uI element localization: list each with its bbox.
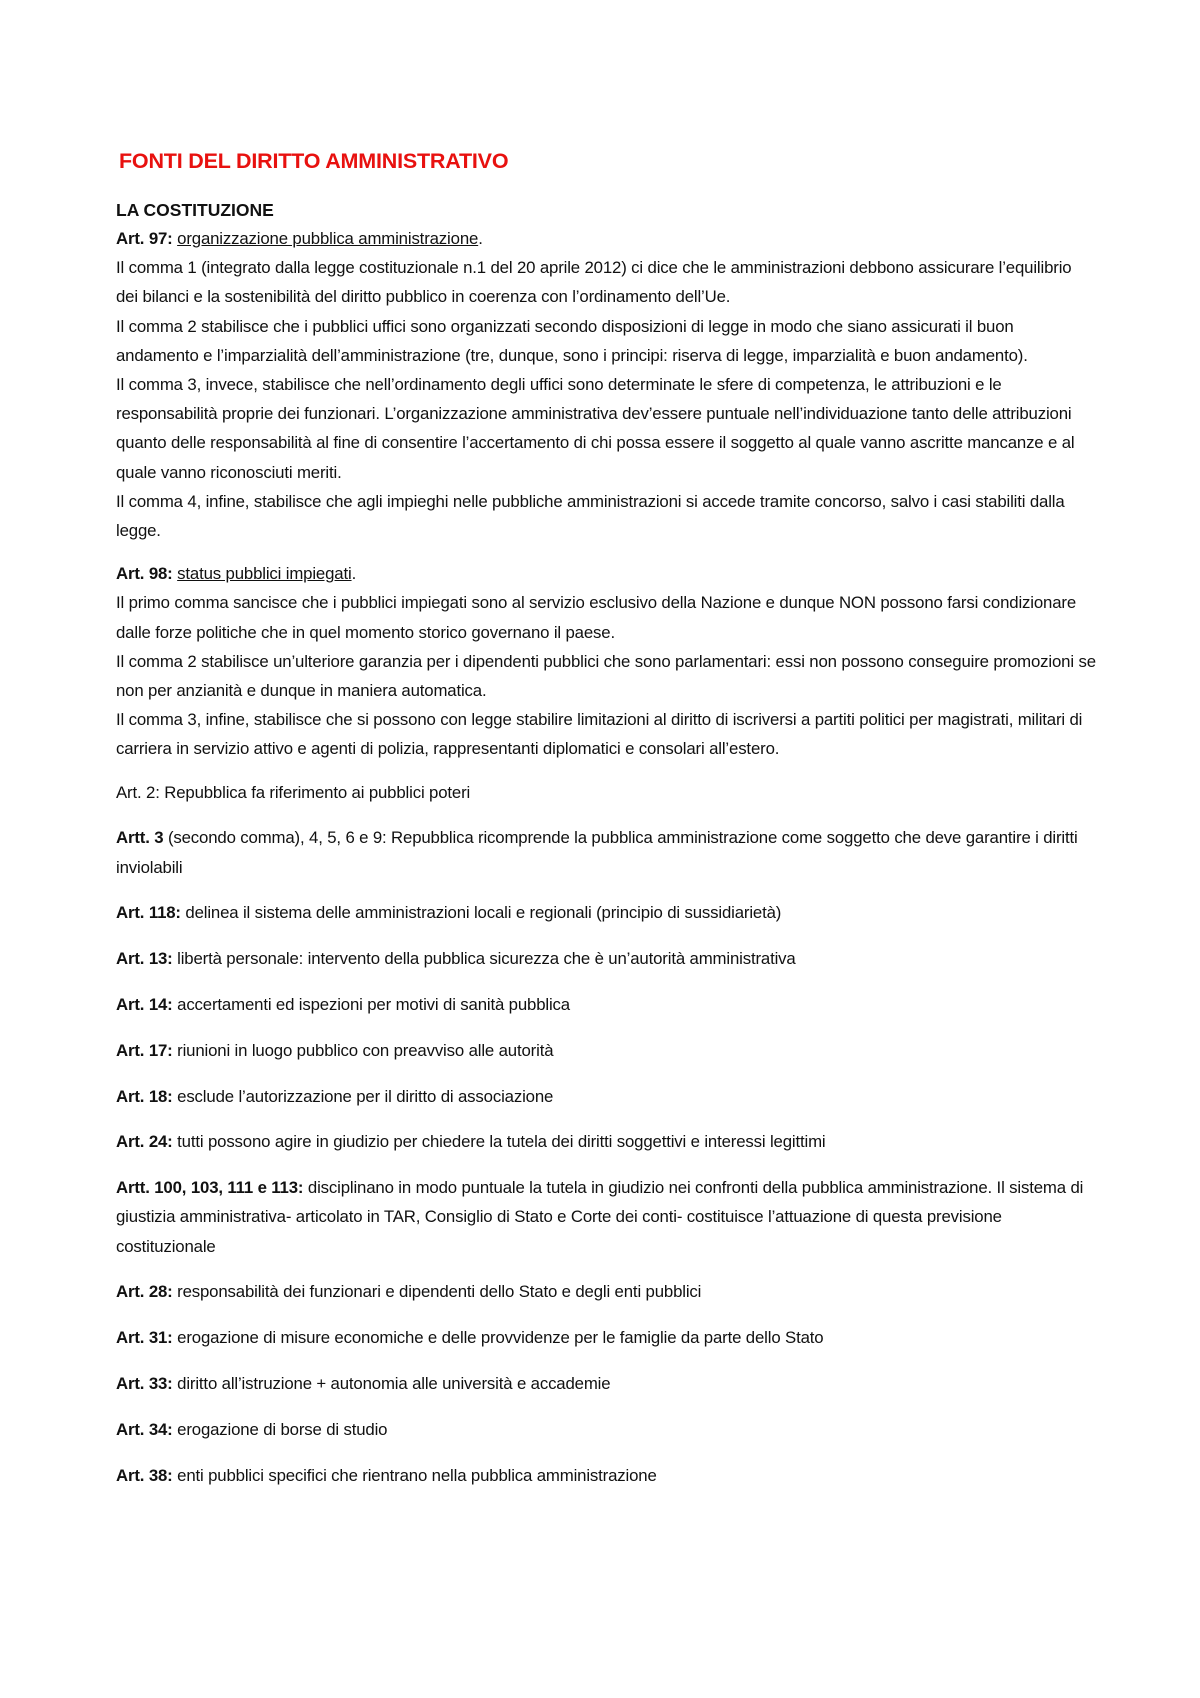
article-entry: [116, 1127, 1096, 1156]
article-entry-text: riunioni in luogo pubblico con preavviso alle autorità: [172, 1040, 554, 1060]
article-entry: [116, 1415, 1096, 1444]
article-98-subject-end: .: [351, 564, 357, 584]
article-98-heading: [116, 559, 1096, 588]
article-entry-text: libertà personale: intervento della pubblica sicurezza che è un’autorità amministrativa: [172, 949, 796, 969]
article-97-subject-end: .: [478, 229, 483, 248]
document-title: FONTI DEL DIRITTO AMMINISTRATIVO: [119, 149, 509, 173]
article-entry-label: Art. 28:: [116, 1282, 173, 1302]
article-97-paragraph: Il comma 2 stabilisce che i pubblici uffici sono organizzati secondo disposizioni di legge in modo che siano assicurati il buon andamento e l’imparzialità dell’amministrazione (tre, dunque, sono i principi: riserva di legge, imparzialità e buon andamento).: [116, 316, 1028, 365]
article-entry-label: Artt. 3: [116, 828, 164, 848]
article-entry-text: Repubblica fa riferimento ai pubblici poteri: [159, 782, 471, 802]
article-entry-label: Artt. 100, 103, 111 e 113:: [116, 1178, 304, 1198]
article-entry-label: Art. 14:: [116, 995, 173, 1015]
article-entry: [116, 1277, 1096, 1306]
article-entries-list: [116, 778, 1096, 1490]
article-entry: [116, 898, 1096, 927]
article-entry-label: Art. 38:: [116, 1465, 173, 1485]
article-entry: [116, 944, 1096, 973]
article-entry: [116, 778, 1096, 807]
article-entry: [116, 1369, 1096, 1398]
article-98-label: Art. 98:: [116, 564, 173, 584]
article-entry-label: Art. 31:: [116, 1328, 173, 1348]
article-entry: [116, 1173, 1096, 1261]
article-entry-text: (secondo comma), 4, 5, 6 e 9: Repubblica ricomprende la pubblica amministrazione come soggetto che deve garantire i diritti inviolabili: [116, 828, 1078, 877]
article-entry: [116, 1323, 1096, 1352]
article-97-block: [116, 224, 1096, 545]
article-entry-label: Art. 34:: [116, 1419, 173, 1439]
article-entry-label: Art. 33:: [116, 1374, 173, 1394]
article-97-heading: [116, 224, 1096, 253]
article-98-paragraph: Il comma 3, infine, stabilisce che si possono con legge stabilire limitazioni al diritto di iscriversi a partiti politici per magistrati, militari di carriera in servizio attivo e agenti di polizia, rappresentanti diplomatici e consolari all’estero.: [116, 710, 1083, 759]
article-entry: [116, 990, 1096, 1019]
article-entry-label: Art. 118:: [116, 903, 181, 923]
article-entry-text: diritto all’istruzione + autonomia alle università e accademie: [172, 1374, 611, 1394]
article-entry-label: Art. 24:: [116, 1132, 173, 1152]
article-97-subject: organizzazione pubblica amministrazione: [177, 229, 479, 248]
article-entry-label: Art. 18:: [116, 1086, 173, 1106]
article-entry-label: Art. 2:: [116, 782, 160, 802]
article-97-paragraph: Il comma 3, invece, stabilisce che nell’ordinamento degli uffici sono determinate le sfere di competenza, le attribuzioni e le responsabilità proprie dei funzionari. L’organizzazione amministrativa dev’essere puntuale nell’individuazione tanto delle attribuzioni quanto delle responsabilità al fine di consentire l’accertamento di chi possa essere il soggetto al quale vanno ascritte mancanze e al quale vanno riconosciuti meriti.: [116, 375, 1075, 482]
article-97-label: Art. 97:: [116, 229, 173, 248]
article-98-subject: status pubblici impiegati: [177, 564, 352, 584]
article-entry-text: erogazione di borse di studio: [172, 1419, 388, 1439]
article-entry-text: tutti possono agire in giudizio per chiedere la tutela dei diritti soggettivi e interessi legittimi: [172, 1132, 826, 1152]
article-entry: [116, 1036, 1096, 1065]
article-entry-text: delinea il sistema delle amministrazioni locali e regionali (principio di sussidiarietà): [180, 903, 782, 923]
article-98-paragraph: Il primo comma sancisce che i pubblici impiegati sono al servizio esclusivo della Nazione e dunque NON possono farsi condizionare dalle forze politiche che in quel momento storico governano il paese.: [116, 593, 1077, 642]
article-entry-text: enti pubblici specifici che rientrano nella pubblica amministrazione: [172, 1465, 657, 1485]
article-entry-text: disciplinano in modo puntuale la tutela in giudizio nei confronti della pubblica amministrazione. Il sistema di giustizia amministrativa- articolato in TAR, Consiglio di Stato e Corte dei conti- costituisce l’attuazione di questa previsione costituzionale: [116, 1178, 1084, 1256]
article-entry-label: Art. 13:: [116, 949, 173, 969]
article-entry: [116, 1082, 1096, 1111]
document-page: [116, 146, 1096, 1506]
article-entry-text: accertamenti ed ispezioni per motivi di sanità pubblica: [172, 995, 570, 1015]
article-98-paragraph: Il comma 2 stabilisce un’ulteriore garanzia per i dipendenti pubblici che sono parlamentari: essi non possono conseguire promozioni se non per anzianità e dunque in maniera automatica.: [116, 651, 1096, 701]
article-entry-text: esclude l’autorizzazione per il diritto di associazione: [172, 1086, 554, 1106]
article-entry: [116, 1461, 1096, 1490]
article-entry-text: responsabilità dei funzionari e dipendenti dello Stato e degli enti pubblici: [172, 1282, 702, 1302]
article-entry-text: erogazione di misure economiche e delle provvidenze per le famiglie da parte dello Stato: [172, 1328, 824, 1348]
article-97-paragraph: Il comma 4, infine, stabilisce che agli impieghi nelle pubbliche amministrazioni si accede tramite concorso, salvo i casi stabiliti dalla legge.: [116, 491, 1065, 541]
article-entry-label: Art. 17:: [116, 1040, 173, 1060]
article-98-block: [116, 559, 1096, 763]
section-heading: LA COSTITUZIONE: [116, 200, 274, 220]
article-97-paragraph: Il comma 1 (integrato dalla legge costituzionale n.1 del 20 aprile 2012) ci dice che le amministrazioni debbono assicurare l’equilibrio dei bilanci e la sostenibilità del diritto pubblico in coerenza con l’ordinamento dell’Ue.: [116, 258, 1072, 307]
article-entry: [116, 823, 1096, 881]
